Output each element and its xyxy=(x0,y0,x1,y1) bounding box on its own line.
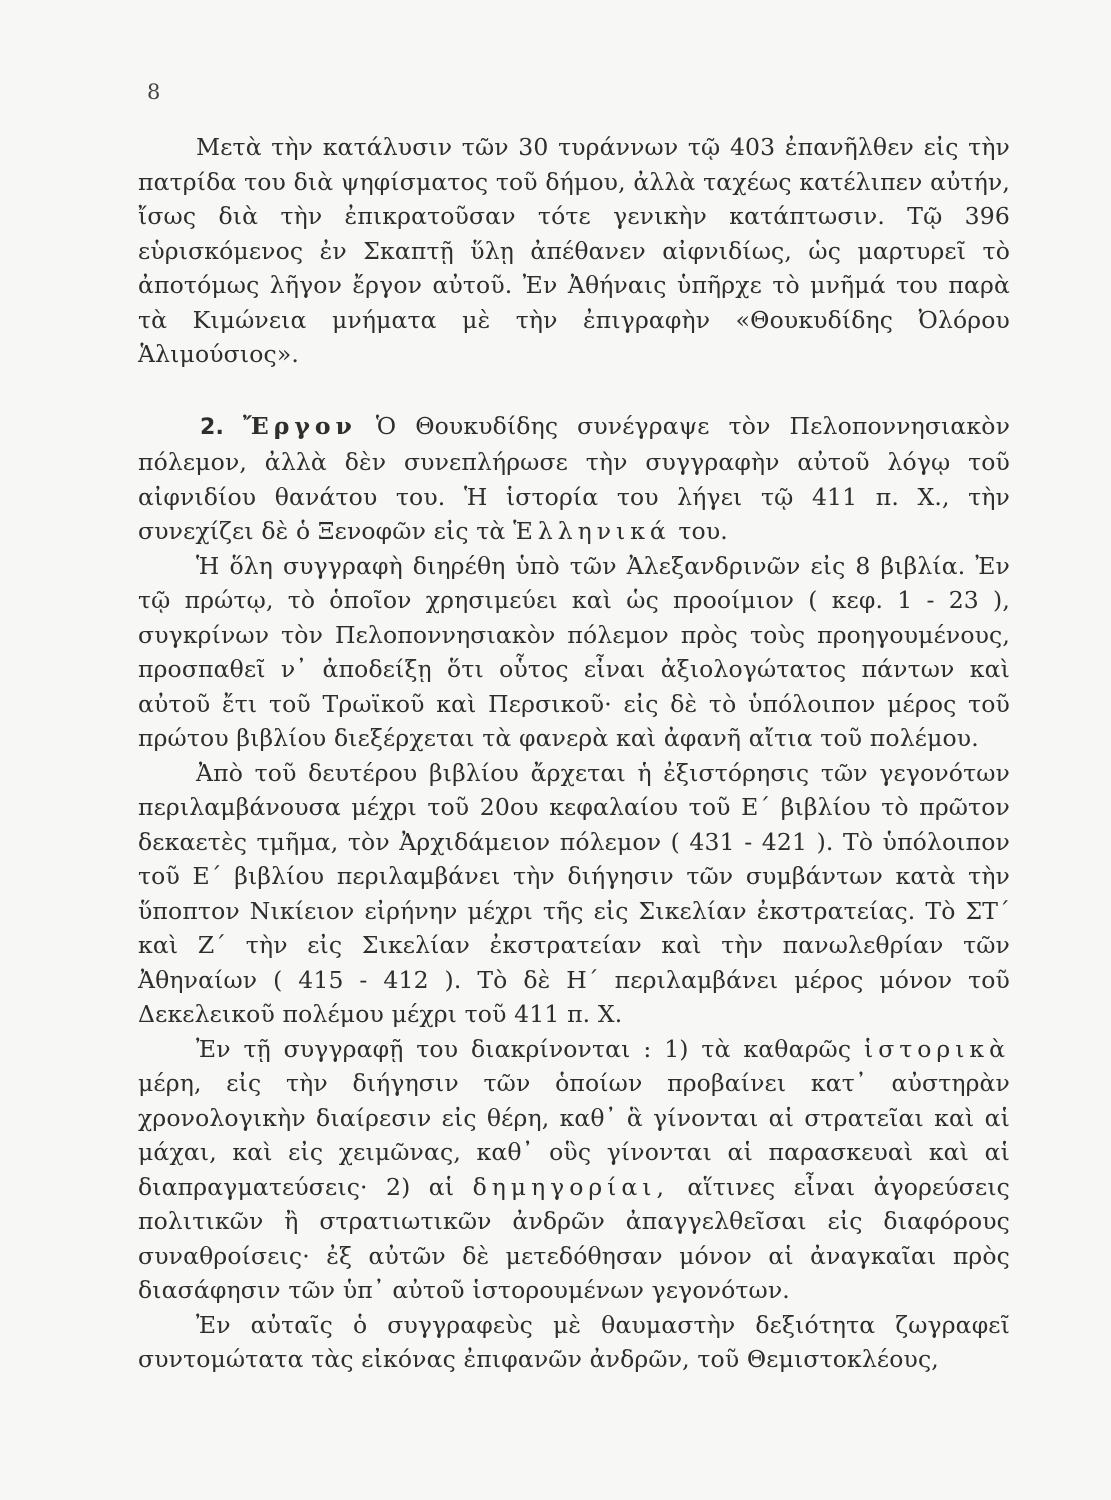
paragraph-narrative: Ἀπὸ τοῦ δευτέρου βιβλίου ἄρχεται ἡ ἐξιστόρησις τῶν γεγονότων περιλαμβάνουσα μέχρι τοῦ 20ου κεφαλαίου τοῦ Ε΄ βιβλίου τὸ πρῶτον δεκαετὲς τμῆμα, τὸν Ἀρχιδάμειον πόλεμον ( 431 - 421 ). Τὸ ὑπόλοιπον τοῦ Ε΄ βιβλίου περιλαμβάνει τὴν διήγησιν τῶν συμβάντων κατὰ τὴν ὕποπτον Νικίειον εἰρήνην μέχρι τῆς εἰς Σικελίαν ἐκστρατείας. Τὸ ΣΤ΄ καὶ Ζ΄ τὴν εἰς Σικελίαν ἐκστρατείαν καὶ τὴν πανωλεθρίαν τῶν Ἀθηναίων ( 415 - 412 ). Τὸ δὲ Η΄ περιλαμβάνει μέρος μόνον τοῦ Δεκελεικοῦ πολέμου μέχρι τοῦ 411 π. Χ. xyxy=(138,758,1010,1028)
paragraph-books: Ἡ ὅλη συγγραφὴ διηρέθη ὑπὸ τῶν Ἀλεξανδρινῶν εἰς 8 βιβλία. Ἐν τῷ πρώτῳ, τὸ ὁποῖον χρησιμεύει καὶ ὡς προοίμιον ( κεφ. 1 - 23 ), συγκρίνων τὸν Πελοποννησιακὸν πόλεμον πρὸς τοὺς προηγουμένους, προσπαθεῖ ν᾽ ἀποδείξῃ ὅτι οὗτος εἶναι ἀξιολογώτατος πάντων καὶ αὐτοῦ ἔτι τοῦ Τρωϊκοῦ καὶ Περσικοῦ· εἰς δὲ τὸ ὑπόλοιπον μέρος τοῦ πρώτου βιβλίου διεξέρχεται τὰ φανερὰ καὶ ἀφανῆ αἴτια τοῦ πολέμου. xyxy=(138,551,1010,752)
section-heading: Ἔργον xyxy=(243,411,357,440)
parts-text-b: μέρη, εἰς τὴν διήγησιν τῶν ὁποίων προβαίνει κατ᾽ αὐστηρὰν χρονολογικὴν διαίρεσιν εἰς θέρη, καθ᾽ ἃ γίνονται αἱ στρατεῖαι καὶ αἱ μάχαι, καὶ εἰς χειμῶνας, καθ᾽ οὓς γίνονται αἱ παρασκευαὶ καὶ αἱ διαπραγματεύσεις· 2) αἱ xyxy=(138,1069,1010,1201)
page-number: 8 xyxy=(147,80,161,104)
section-text-a: Ὁ Θουκυδίδης συνέγραψε τὸν Πελοποννησιακὸν πόλεμον, ἀλλὰ δὲν συνεπλήρωσε τὴν συγγραφὴν αὐτοῦ λόγῳ τοῦ αἰφνιδίου θανάτου του. Ἡ ἱστορία του λήγει τῷ 411 π. Χ., τὴν συνεχίζει δὲ ὁ Ξενοφῶν εἰς τὰ xyxy=(138,411,1011,545)
parts-text-c: αἵτινες εἶναι ἀγορεύσεις πολιτικῶν ἢ στρατιωτικῶν ἀνδρῶν ἀπαγγελθεῖσαι εἰς διαφόρους συναθροίσεις· ἐξ αὐτῶν δὲ μετεδόθησαν μόνον αἱ ἀναγκαῖαι πρὸς διασάφησιν τῶν ὑπ᾽ αὐτοῦ ἱστορουμένων γεγονότων. xyxy=(138,1172,1010,1304)
istorika-term: ἱστορικὰ xyxy=(864,1034,1010,1063)
parts-text-a: Ἐν τῇ συγγραφῇ του διακρίνονται : 1) τὰ καθαρῶς xyxy=(196,1034,852,1063)
paragraph-section-works xyxy=(138,409,1010,549)
section-text-b: του. xyxy=(678,517,728,545)
body-text xyxy=(138,130,1010,1377)
hellenika-term: Ἑλληνικά xyxy=(513,517,671,545)
paragraph-parts xyxy=(138,1032,1010,1308)
dimigoriai-term: δημηγορίαι, xyxy=(472,1172,669,1201)
paragraph-death: Μετὰ τὴν κατάλυσιν τῶν 30 τυράννων τῷ 403 ἐπανῆλθεν εἰς τὴν πατρίδα του διὰ ψηφίσματος τοῦ δήμου, ἀλλὰ ταχέως κατέλιπεν αὐτήν, ἴσως διὰ τὴν ἐπικρατοῦσαν τότε γενικὴν κατάπτωσιν. Τῷ 396 εὑρισκόμενος ἐν Σκαπτῇ ὕλῃ ἀπέθανεν αἰφνιδίως, ὡς μαρτυρεῖ τὸ ἀποτόμως λῆγον ἔργον αὐτοῦ. Ἐν Ἀθήναις ὑπῆρχε τὸ μνῆμά του παρὰ τὰ Κιμώνεια μνήματα μὲ τὴν ἐπιγραφὴν «Θουκυδίδης Ὀλόρου Ἁλιμούσιος». xyxy=(138,133,1010,368)
section-number: 2. xyxy=(200,414,224,440)
paragraph-speeches: Ἐν αὐταῖς ὁ συγγραφεὺς μὲ θαυμαστὴν δεξιότητα ζωγραφεῖ συντομώτατα τὰς εἰκόνας ἐπιφανῶν ἀνδρῶν, τοῦ Θεμιστοκλέους, xyxy=(138,1310,1010,1373)
